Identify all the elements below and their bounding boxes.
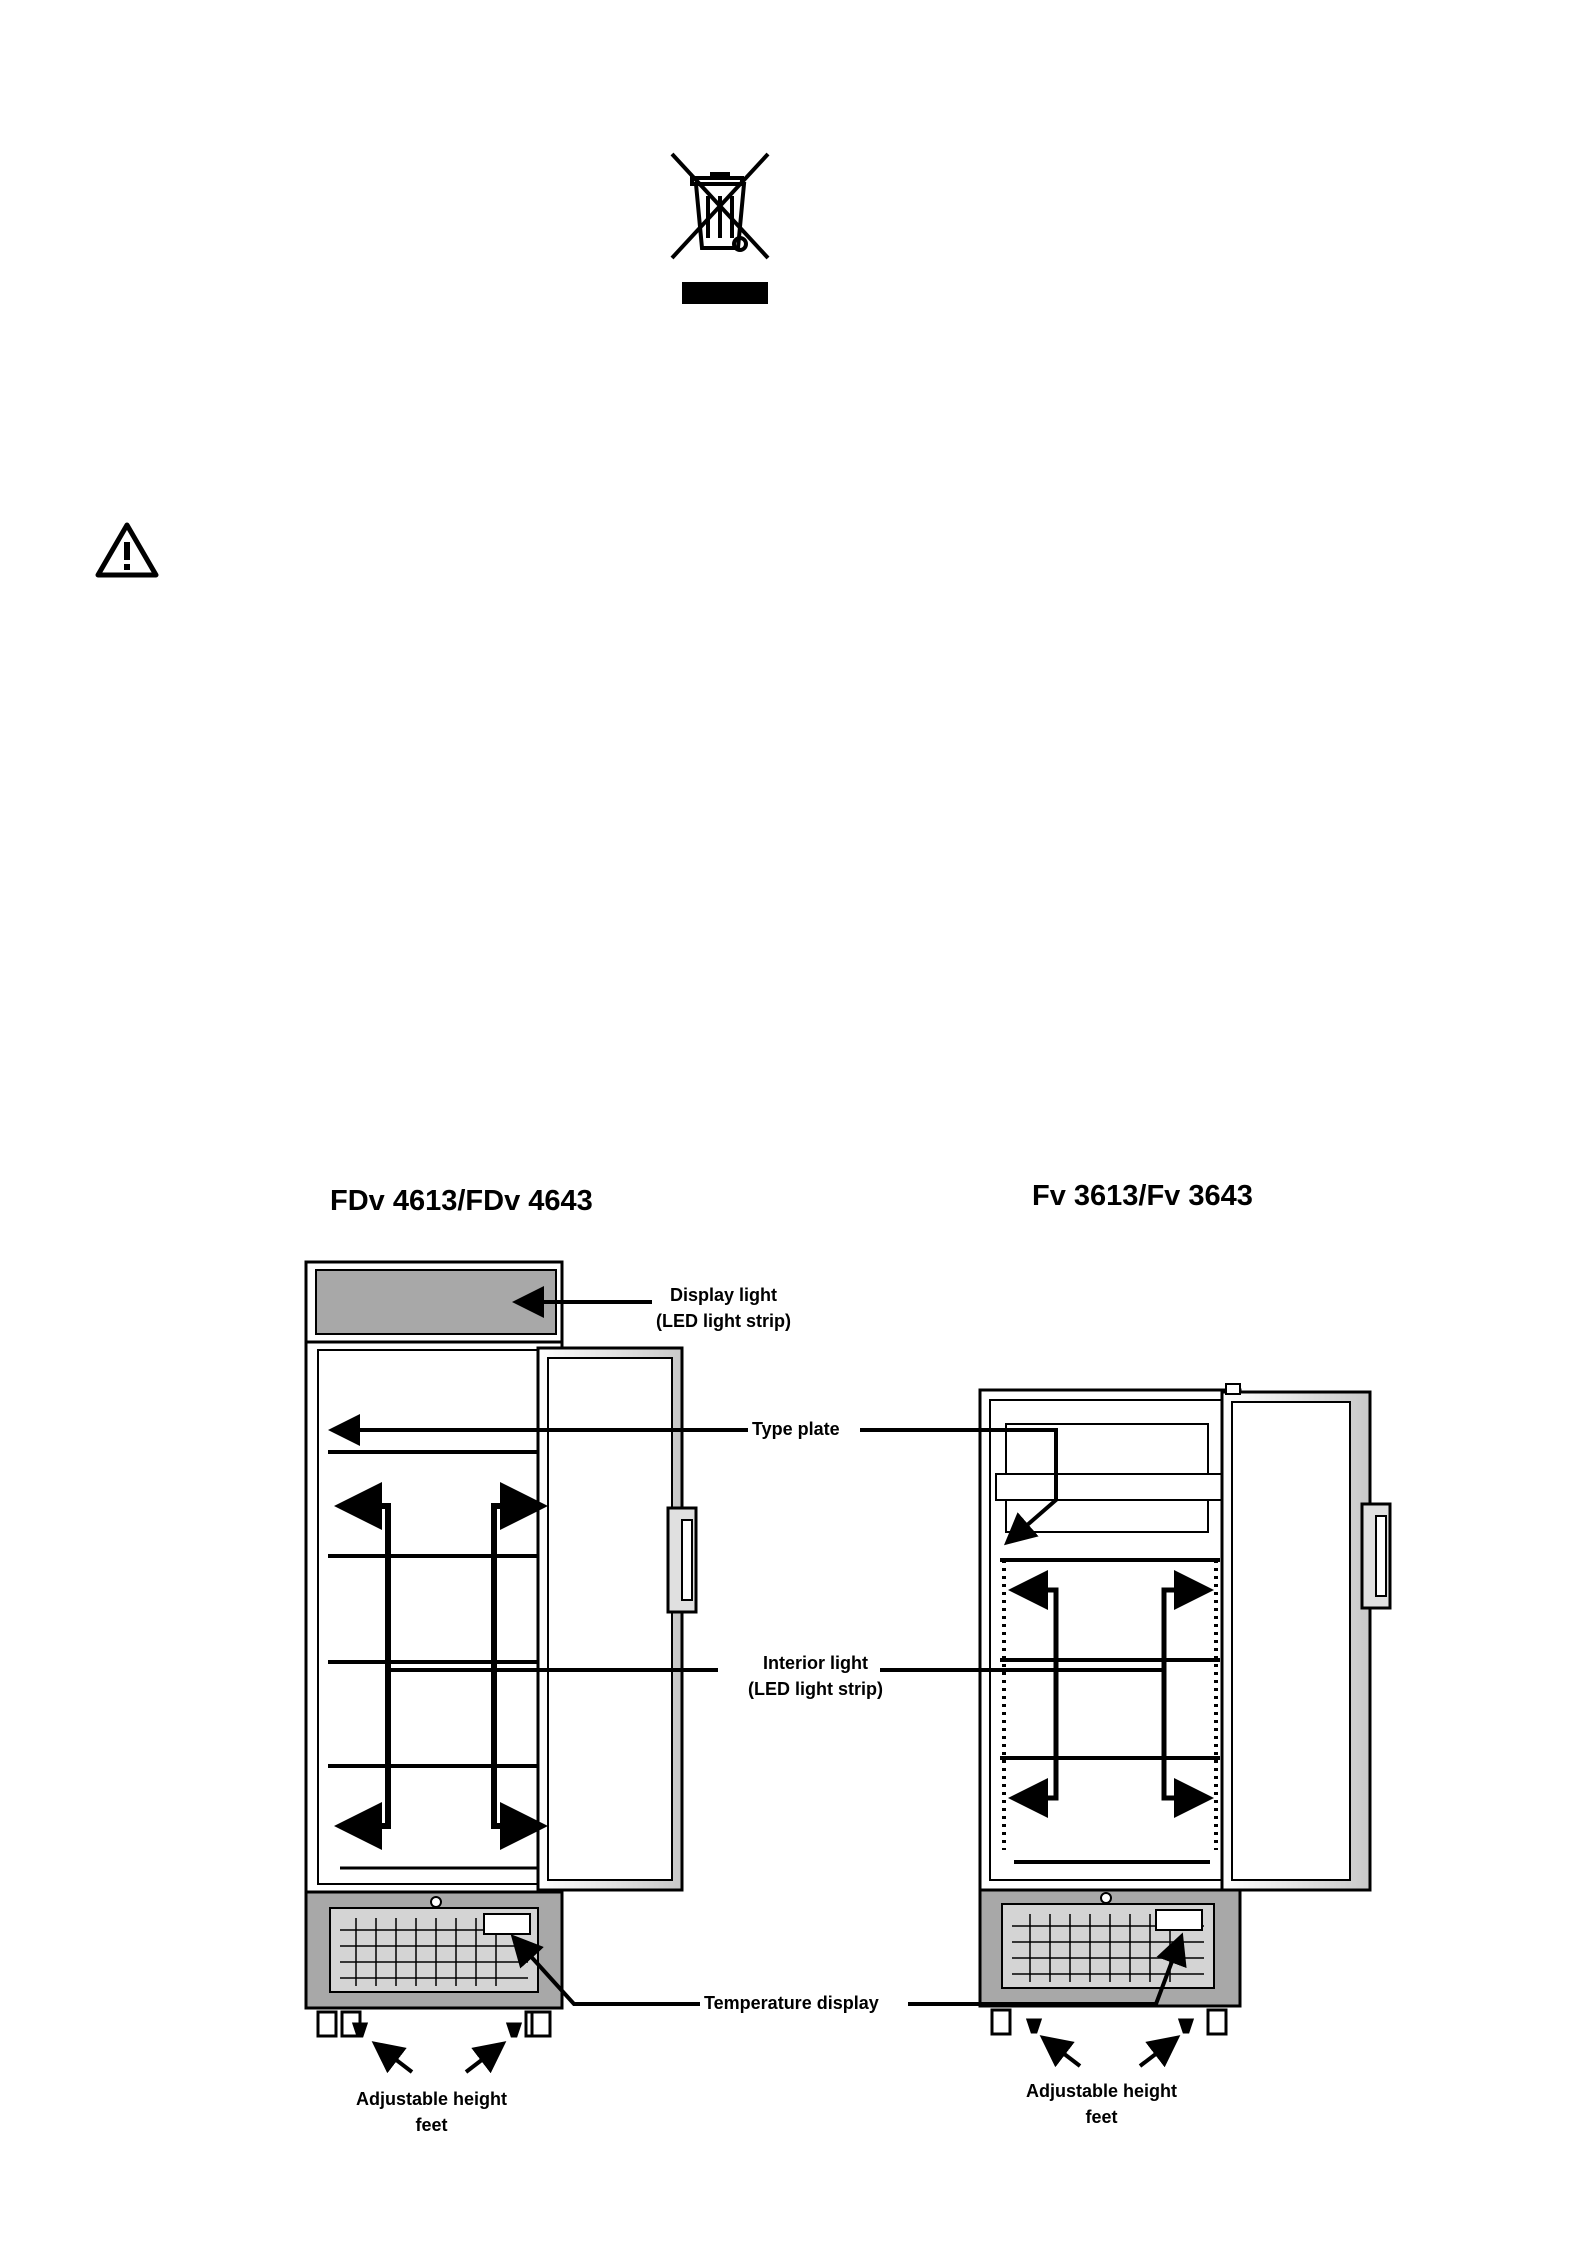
interior-light-label [748, 1650, 883, 1702]
display-light-label-line1: Display light [669, 1285, 777, 1305]
right-fridge [980, 1384, 1390, 2034]
type-plate-label: Type plate [752, 1419, 840, 1439]
feet-left-label-line2: feet [415, 2115, 448, 2135]
display-light-label-line2: (LED light strip) [656, 1311, 791, 1331]
feet-right-label [1026, 2078, 1177, 2130]
left-model-title: FDv 4613/FDv 4643 [330, 1185, 593, 1217]
display-light-label [656, 1282, 791, 1334]
feet-right-label-line1: Adjustable height [1026, 2081, 1178, 2101]
right-model-title: Fv 3613/Fv 3643 [1032, 1180, 1253, 1212]
feet-left-label-line1: Adjustable height [356, 2089, 508, 2109]
interior-light-label-line2: (LED light strip) [748, 1679, 883, 1699]
interior-light-label-line1: Interior light [762, 1653, 868, 1673]
left-fridge [306, 1262, 696, 2036]
feet-right-label-line2: feet [1085, 2107, 1118, 2127]
temperature-display-label: Temperature display [704, 1993, 879, 2013]
feet-left-label [356, 2086, 507, 2138]
